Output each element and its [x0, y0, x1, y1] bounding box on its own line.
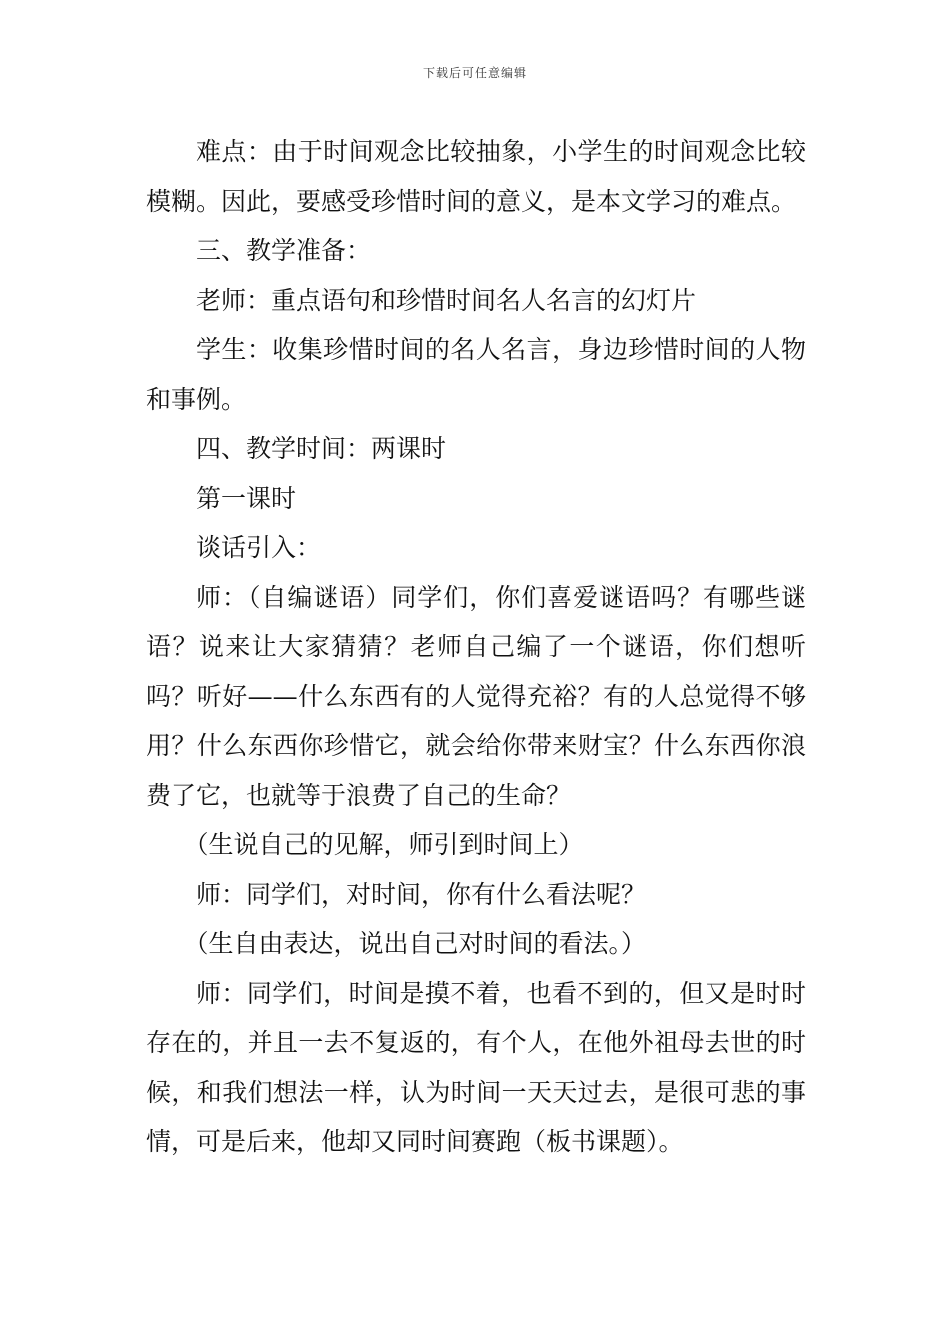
paragraph-difficulty: 难点：由于时间观念比较抽象，小学生的时间观念比较模糊。因此，要感受珍惜时间的意义，是本文学习的难点。 [146, 137, 806, 216]
paragraph-teacher-riddle: 师：（自编谜语）同学们，你们喜爱谜语吗？有哪些谜语？说来让大家猜猜？老师自己编了一个谜语，你们想听吗？听好——什么东西有的人觉得充裕？有的人总觉得不够用？什么东西你珍惜它，就会给你带来财宝？什么东西你浪费了它，也就等于浪费了自己的生命？ [146, 582, 806, 810]
paragraph-student-prep: 学生：收集珍惜时间的名人名言，身边珍惜时间的人物和事例。 [146, 335, 806, 414]
document-body [146, 127, 806, 1167]
page-header: 下载后可任意编辑 [422, 66, 527, 80]
paragraph-teacher-explanation: 师：同学们，时间是摸不着，也看不到的，但又是时时存在的，并且一去不复返的，有个人，在他外祖母去世的时候，和我们想法一样，认为时间一天天过去，是很可悲的事情，可是后来，他却又同时间赛跑（板书课题）。 [146, 978, 806, 1156]
paragraph-section-four-heading: 四、教学时间：两课时 [196, 434, 447, 463]
paragraph-introduction-heading: 谈话引入： [196, 533, 322, 562]
paragraph-student-response-note: （生说自己的见解，师引到时间上） [183, 830, 584, 859]
paragraph-teacher-prep: 老师：重点语句和珍惜时间名人名言的幻灯片 [196, 285, 697, 315]
paragraph-first-lesson: 第一课时 [196, 483, 297, 513]
paragraph-section-three-heading: 三、教学准备： [196, 236, 372, 265]
paragraph-student-expression-note: （生自由表达，说出自己对时间的看法。） [183, 929, 647, 958]
paragraph-teacher-question: 师：同学们，对时间，你有什么看法呢？ [196, 879, 647, 909]
